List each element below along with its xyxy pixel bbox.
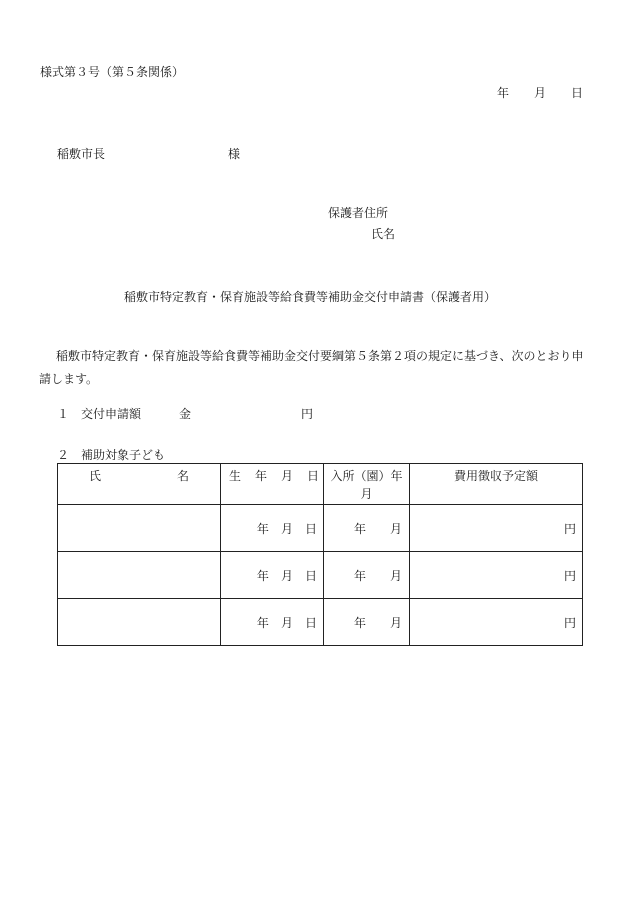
applicant-name-label: 氏名	[371, 227, 396, 241]
child-name-cell[interactable]	[58, 599, 221, 646]
date-day: 日	[571, 86, 584, 100]
section-1-label: 交付申請額	[81, 407, 142, 421]
applicant-address-label: 保護者住所	[328, 206, 389, 220]
admission-cell[interactable]: 年 月	[324, 505, 410, 552]
header-name: 氏 名	[58, 464, 221, 505]
child-name-cell[interactable]	[58, 505, 221, 552]
children-table	[57, 463, 583, 646]
birthdate-cell[interactable]: 年 月 日	[221, 505, 324, 552]
fee-cell[interactable]: 円	[410, 599, 583, 646]
table-row	[58, 505, 583, 552]
section-2-number: ２	[57, 448, 70, 462]
child-name-cell[interactable]	[58, 552, 221, 599]
header-admission: 入所（園）年 月	[324, 464, 410, 505]
birthdate-cell[interactable]: 年 月 日	[221, 599, 324, 646]
section-1-kin: 金	[179, 407, 192, 421]
table-row	[58, 552, 583, 599]
form-number: 様式第３号（第５条関係）	[40, 65, 185, 79]
section-1-yen: 円	[301, 407, 314, 421]
section-2-label: 補助対象子ども	[81, 448, 166, 462]
date-line	[497, 86, 583, 100]
addressee-mayor: 稲敷市長	[57, 147, 106, 161]
section-1-number: １	[57, 407, 70, 421]
admission-cell[interactable]: 年 月	[324, 552, 410, 599]
table-row	[58, 599, 583, 646]
fee-cell[interactable]: 円	[410, 552, 583, 599]
header-fee: 費用徴収予定額	[410, 464, 583, 505]
date-year: 年	[497, 86, 510, 100]
date-month: 月	[534, 86, 547, 100]
birthdate-cell[interactable]: 年 月 日	[221, 552, 324, 599]
admission-cell[interactable]: 年 月	[324, 599, 410, 646]
body-paragraph: 稲敷市特定教育・保育施設等給食費等補助金交付要綱第５条第２項の規定に基づき、次のとおり申請します。	[39, 349, 584, 386]
addressee-honorific: 様	[228, 147, 241, 161]
document-title: 稲敷市特定教育・保育施設等給食費等補助金交付申請書（保護者用）	[124, 290, 497, 304]
header-birthdate: 生 年 月 日	[221, 464, 324, 505]
table-header-row	[58, 464, 583, 505]
fee-cell[interactable]: 円	[410, 505, 583, 552]
